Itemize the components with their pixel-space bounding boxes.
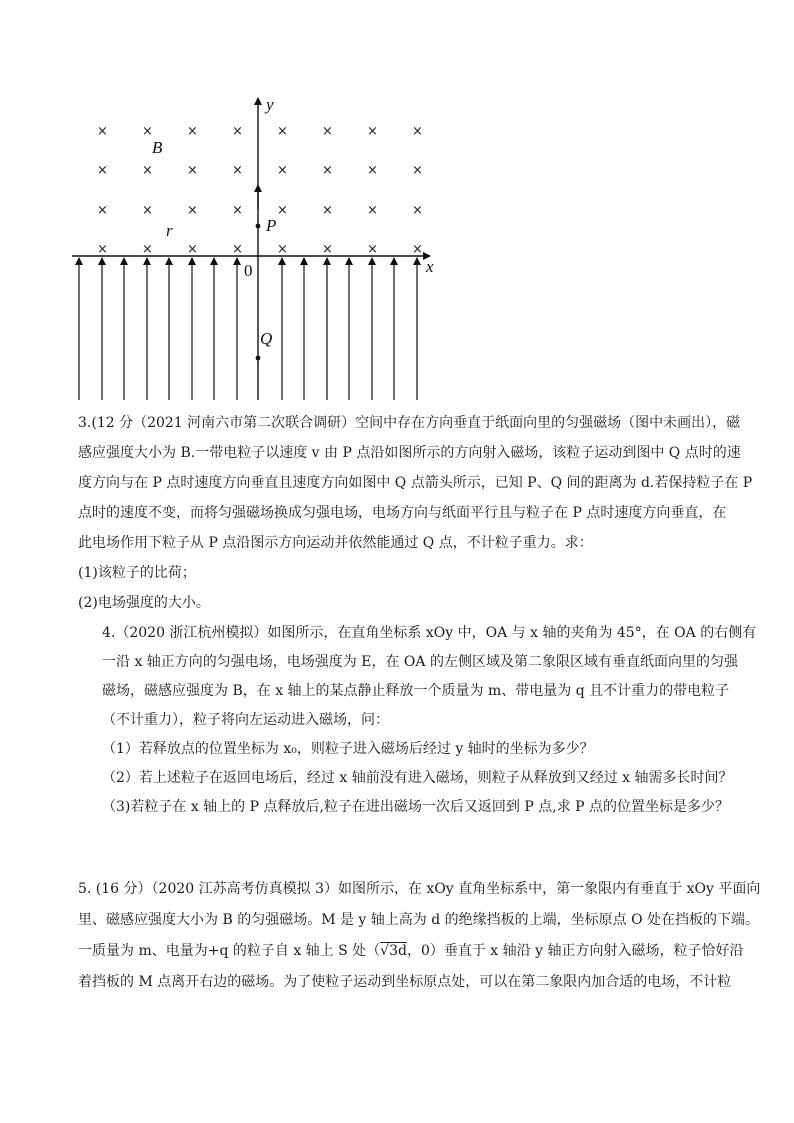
problem-4 (102, 619, 782, 822)
problem-5-line3-part-a: 一质量为 m、电量为+q 的粒子自 x 轴上 S 处（ (78, 943, 381, 959)
point-q (256, 356, 261, 361)
label-origin: 0 (244, 261, 253, 280)
problem-3-line: 3.(12 分（2021 河南六市第二次联合调研）空间中存在方向垂直于纸面向里的匀强磁场（图中未画出），磁 (78, 415, 741, 431)
field-cross: × (142, 163, 153, 178)
label-b: B (152, 138, 163, 157)
sqrt-3d: √3d (380, 943, 407, 959)
field-cross: × (277, 124, 288, 139)
field-cross: × (142, 203, 153, 218)
problem-4-line: 磁场，磁感应强度为 B，在 x 轴上的某点静止释放一个质量为 m、带电量为 q 且不计重力的带电粒子 (102, 683, 730, 699)
field-cross: × (187, 124, 198, 139)
problem-5 (78, 874, 778, 998)
problem-5-line (78, 936, 778, 967)
field-cross: × (367, 203, 378, 218)
field-cross: × (232, 124, 243, 139)
label-y: y (266, 95, 274, 114)
field-cross: × (97, 203, 108, 218)
field-cross: × (322, 124, 333, 139)
label-r: r (166, 221, 173, 240)
field-cross: × (232, 242, 243, 257)
field-cross: × (412, 124, 423, 139)
problem-4-question-2: （2）若上述粒子在返回电场后，经过 x 轴前没有进入磁场，则粒子从释放到又经过 x 轴需多长时间？ (102, 770, 733, 786)
problem-4-line: （不计重力），粒子将向左运动进入磁场，问： (102, 712, 389, 728)
problem-3 (78, 408, 778, 618)
field-cross: × (412, 163, 423, 178)
problem-4-line: 4.（2020 浙江杭州模拟）如图所示，在直角坐标系 xOy 中，OA 与 x 轴的夹角为 45°，在 OA 的右侧有 (102, 625, 757, 641)
problem-5-line: 着挡板的 M 点离开右边的磁场。为了使粒子运动到坐标原点处，可以在第二象限内加合适的电场，不计粒 (78, 974, 732, 990)
field-cross: × (367, 124, 378, 139)
problem-3-question-1: (1)该粒子的比荷； (78, 565, 196, 581)
problem-3-line: 此电场作用下粒子从 P 点沿图示方向运动并依然能通过 Q 点，不计粒子重力。求： (78, 535, 593, 551)
field-cross: × (97, 163, 108, 178)
field-cross: × (367, 163, 378, 178)
field-cross: × (322, 242, 333, 257)
problem-5-line3-part-b: ，0）垂直于 x 轴沿 y 轴正方向射入磁场，粒子恰好沿 (406, 943, 744, 959)
problem-5-line: 5. (16 分）（2020 江苏高考仿真模拟 3）如图所示，在 xOy 直角坐标系中，第一象限内有垂直于 xOy 平面向 (78, 881, 761, 897)
label-x: x (426, 257, 434, 276)
problem-3-line: 点时的速度不变，而将匀强磁场换成匀强电场，电场方向与纸面平行且与粒子在 P 点时速度方向垂直，在 (78, 505, 727, 521)
field-cross: × (412, 203, 423, 218)
field-cross: × (97, 242, 108, 257)
field-cross: × (232, 163, 243, 178)
problem-4-line: 一沿 x 轴正方向的匀强电场，电场强度为 E，在 OA 的左侧区域及第二象限区域有垂直纸面向里的匀强 (102, 654, 738, 670)
field-cross: × (322, 163, 333, 178)
problem-3-question-2: (2)电场强度的大小。 (78, 595, 210, 611)
field-cross: × (187, 242, 198, 257)
label-p: P (266, 216, 277, 235)
point-p (256, 224, 261, 229)
problem-3-line: 感应强度大小为 B.一带电粒子以速度 v 由 P 点沿如图所示的方向射入磁场，该粒子运动到图中 Q 点时的速 (78, 445, 741, 461)
field-cross: × (142, 242, 153, 257)
field-cross: × (277, 163, 288, 178)
field-cross: × (187, 203, 198, 218)
field-cross: × (232, 203, 243, 218)
field-cross: × (97, 124, 108, 139)
field-cross: × (367, 242, 378, 257)
problem-4-question-1: （1）若释放点的位置坐标为 x₀，则粒子进入磁场后经过 y 轴时的坐标为多少？ (102, 741, 594, 757)
label-q: Q (260, 329, 273, 348)
field-cross: × (412, 242, 423, 257)
field-cross: × (142, 124, 153, 139)
field-cross: × (322, 203, 333, 218)
problem-5-line: 里、磁感应强度大小为 B 的匀强磁场。M 是 y 轴上高为 d 的绝缘挡板的上端，坐标原点 O 处在挡板的下端。 (78, 912, 760, 928)
magnetic-field-crosses (97, 124, 423, 257)
field-cross: × (277, 203, 288, 218)
field-cross: × (277, 242, 288, 257)
field-cross: × (187, 163, 198, 178)
physics-diagram (60, 90, 460, 410)
problem-4-question-3: （3)若粒子在 x 轴上的 P 点释放后,粒子在进出磁场一次后又返回到 P 点,求 P 点的位置坐标是多少？ (102, 799, 730, 815)
problem-3-line: 度方向与在 P 点时速度方向垂直且速度方向如图中 Q 点箭头所示，已知 P、Q 间的距离为 d.若保持粒子在 P (78, 475, 753, 491)
